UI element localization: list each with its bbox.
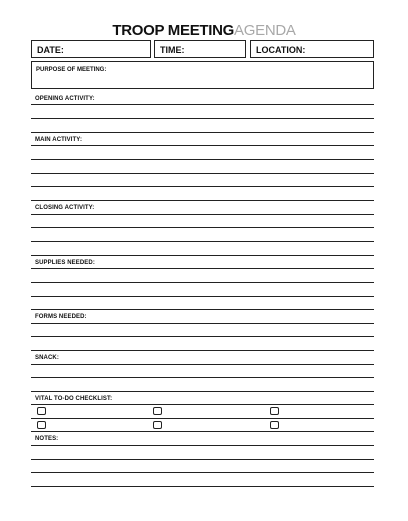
snack-line[interactable]	[31, 377, 374, 378]
snack-line[interactable]	[31, 364, 374, 365]
opening-label: OPENING ACTIVITY:	[35, 96, 95, 102]
forms-label: FORMS NEEDED:	[35, 314, 87, 320]
supplies-line[interactable]	[31, 296, 374, 297]
location-field[interactable]	[250, 40, 374, 58]
notes-label: NOTES:	[35, 436, 59, 442]
checklist-checkbox[interactable]	[270, 421, 279, 429]
notes-line[interactable]	[31, 486, 374, 487]
closing-line[interactable]	[31, 227, 374, 228]
supplies-line[interactable]	[31, 268, 374, 269]
checklist-checkbox[interactable]	[153, 421, 162, 429]
snack-label: SNACK:	[35, 355, 59, 361]
forms-line[interactable]	[31, 350, 374, 351]
snack-line[interactable]	[31, 391, 374, 392]
checklist-label: VITAL TO-DO CHECKLIST:	[35, 396, 113, 402]
main-line[interactable]	[31, 200, 374, 201]
closing-line[interactable]	[31, 214, 374, 215]
forms-line[interactable]	[31, 336, 374, 337]
main-line[interactable]	[31, 186, 374, 187]
page-title	[0, 22, 408, 39]
title-accent: AGENDA	[234, 22, 296, 39]
main-line[interactable]	[31, 145, 374, 146]
checklist-checkbox[interactable]	[153, 407, 162, 415]
opening-line[interactable]	[31, 118, 374, 119]
main-line[interactable]	[31, 173, 374, 174]
closing-line[interactable]	[31, 241, 374, 242]
checklist-line[interactable]	[31, 431, 374, 432]
location-label: LOCATION:	[256, 45, 306, 55]
checklist-checkbox[interactable]	[270, 407, 279, 415]
opening-line[interactable]	[31, 132, 374, 133]
closing-label: CLOSING ACTIVITY:	[35, 205, 95, 211]
time-label: TIME:	[160, 45, 185, 55]
closing-line[interactable]	[31, 255, 374, 256]
opening-line[interactable]	[31, 104, 374, 105]
purpose-field[interactable]	[31, 61, 374, 89]
forms-line[interactable]	[31, 323, 374, 324]
checklist-checkbox[interactable]	[37, 407, 46, 415]
purpose-label: PURPOSE OF MEETING:	[36, 67, 107, 73]
date-field[interactable]	[31, 40, 151, 58]
notes-line[interactable]	[31, 445, 374, 446]
time-field[interactable]	[154, 40, 246, 58]
supplies-line[interactable]	[31, 282, 374, 283]
supplies-label: SUPPLIES NEEDED:	[35, 260, 95, 266]
notes-line[interactable]	[31, 459, 374, 460]
notes-line[interactable]	[31, 472, 374, 473]
title-main: TROOP MEETING	[112, 22, 235, 39]
supplies-line[interactable]	[31, 309, 374, 310]
main-line[interactable]	[31, 159, 374, 160]
checklist-line[interactable]	[31, 404, 374, 405]
main-label: MAIN ACTIVITY:	[35, 137, 83, 143]
checklist-line[interactable]	[31, 418, 374, 419]
checklist-checkbox[interactable]	[37, 421, 46, 429]
date-label: DATE:	[37, 45, 64, 55]
